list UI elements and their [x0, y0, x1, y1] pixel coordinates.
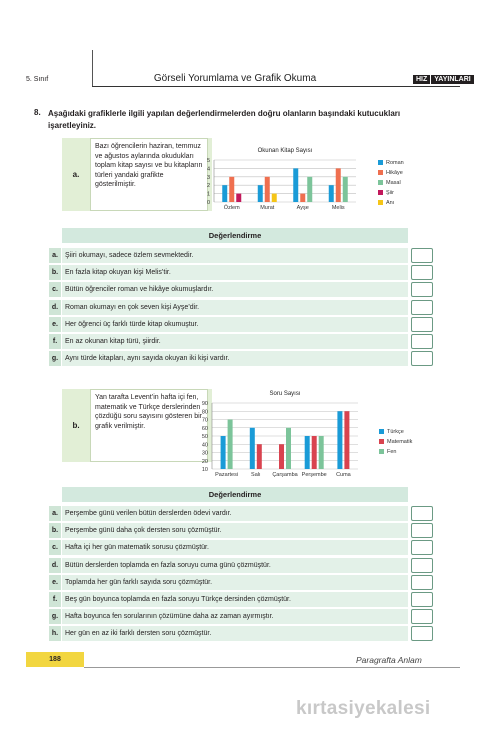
y-tick-label: 40	[201, 442, 208, 449]
bar-Türkçe	[337, 411, 342, 469]
bar-Hikâye	[229, 177, 234, 202]
part-a-statement-text: Her öğrenci üç farklı türde kitap okumuştur.	[62, 317, 408, 332]
y-tick-label: 10	[201, 467, 208, 473]
bar-Türkçe	[221, 436, 226, 469]
part-b-statement-row	[49, 506, 408, 521]
bar-Matematik	[312, 436, 317, 469]
bar-Matematik	[344, 411, 349, 469]
x-tick-label: Çarşamba	[272, 472, 298, 478]
part-b-statement-row	[49, 626, 408, 641]
legend-label: Şiir	[386, 190, 394, 196]
part-b-prompt	[62, 389, 212, 462]
legend-swatch	[379, 449, 384, 454]
part-b-statement-label: b.	[49, 523, 61, 538]
x-tick-label: Murat	[260, 205, 275, 211]
part-b-statement-row	[49, 540, 408, 555]
publisher-logo	[413, 73, 474, 85]
part-a-answer-checkbox[interactable]	[411, 317, 433, 332]
part-a-answer-checkbox[interactable]	[411, 300, 433, 315]
part-b-statement-text: Perşembe günü verilen bütün derslerden ödevi vardır.	[62, 506, 408, 521]
part-a-statement-text: Şiiri okumayı, sadece özlem sevmektedir.	[62, 248, 408, 263]
legend-label: Masal	[386, 180, 401, 186]
part-b-statement-label: h.	[49, 626, 61, 641]
part-b-answer-checkbox[interactable]	[411, 592, 433, 607]
bar-Roman	[293, 168, 298, 202]
legend-swatch	[378, 170, 383, 175]
part-b-answer-checkbox[interactable]	[411, 626, 433, 641]
part-b-answer-checkbox[interactable]	[411, 523, 433, 538]
part-b-statement-text: Hafta içi her gün matematik sorusu çözmüştür.	[62, 540, 408, 555]
legend-swatch	[378, 200, 383, 205]
y-tick-label: 60	[201, 425, 208, 432]
footer-rule	[84, 667, 460, 668]
bar-Fen	[319, 436, 324, 469]
x-tick-label: Özlem	[223, 205, 240, 211]
part-b-statement-row	[49, 558, 408, 573]
legend-label: Matematik	[387, 439, 413, 445]
part-a-statement-row	[49, 351, 408, 366]
y-tick-label: 50	[201, 434, 208, 440]
part-a-prompt-text: Bazı öğrencilerin haziran, temmuz ve ağustos aylarında okudukları toplam kitap sayısı ve bu kitapların türleri yandaki grafikte gösterilmiştir.	[90, 138, 208, 211]
part-b-statement-row	[49, 575, 408, 590]
legend-label: Roman	[386, 160, 404, 166]
part-b-statement-text: Perşembe günü daha çok dersten soru çözmüştür.	[62, 523, 408, 538]
part-a-statement-text: Aynı türde kitapları, aynı sayıda okuyan iki kişi vardır.	[62, 351, 408, 366]
legend-swatch	[379, 439, 384, 444]
part-a-answer-checkbox[interactable]	[411, 248, 433, 263]
part-b-statement-text: Hafta boyunca fen sorularının çözümüne daha az zaman ayırmıştır.	[62, 609, 408, 624]
legend-swatch	[379, 429, 384, 434]
question-number: 8.	[34, 108, 41, 117]
bar-Anı	[272, 194, 277, 202]
part-b-statement-label: d.	[49, 558, 61, 573]
bar-Şiir	[236, 194, 241, 202]
y-tick-label: 4	[206, 166, 210, 173]
y-tick-label: 20	[201, 458, 208, 465]
part-a-eval-heading: Değerlendirme	[62, 228, 408, 243]
part-b-statement-label: e.	[49, 575, 61, 590]
x-tick-label: Perşembe	[301, 472, 327, 478]
bar-Hikâye	[300, 194, 305, 202]
legend-label: Anı	[386, 200, 395, 206]
part-a-statement-label: b.	[49, 265, 61, 280]
part-a-statement-row	[49, 282, 408, 297]
part-a-statement-label: f.	[49, 334, 61, 349]
legend-label: Hikâye	[386, 170, 403, 176]
part-b-statement-label: a.	[49, 506, 61, 521]
part-a-statement-text: En az okunan kitap türü, şiirdir.	[62, 334, 408, 349]
y-tick-label: 2	[206, 183, 210, 190]
book-series: Paragrafta Anlam	[356, 655, 422, 665]
bar-Türkçe	[250, 428, 255, 469]
part-b-statement-text: Bütün derslerden toplamda en fazla soruyu cuma günü çözmüştür.	[62, 558, 408, 573]
y-tick-label: 1	[206, 191, 210, 198]
bar-Matematik	[279, 444, 284, 469]
part-a-statement-text: Roman okumayı en çok seven kişi Ayşe’dir.	[62, 300, 408, 315]
part-a-statement-row	[49, 265, 408, 280]
bar-Fen	[228, 420, 233, 470]
bar-Fen	[286, 428, 291, 469]
part-b-eval-heading: Değerlendirme	[62, 487, 408, 502]
bar-Roman	[222, 185, 227, 202]
part-b-answer-checkbox[interactable]	[411, 609, 433, 624]
part-a-statement-row	[49, 317, 408, 332]
part-a-statement-label: e.	[49, 317, 61, 332]
y-tick-label: 5	[206, 158, 210, 164]
part-a-statement-text: Bütün öğrenciler roman ve hikâye okumuşlardır.	[62, 282, 408, 297]
part-b-statement-label: f.	[49, 592, 61, 607]
bar-Masal	[307, 177, 312, 202]
y-tick-label: 0	[206, 200, 210, 206]
part-a-answer-checkbox[interactable]	[411, 334, 433, 349]
book-chart	[200, 136, 430, 225]
part-a-statement-label: d.	[49, 300, 61, 315]
part-a-statement-row	[49, 248, 408, 263]
part-a-statement-row	[49, 300, 408, 315]
page-number: 188	[26, 652, 84, 667]
part-a-letter: a.	[72, 170, 80, 179]
part-a-statement-label: c.	[49, 282, 61, 297]
part-a-answer-checkbox[interactable]	[411, 351, 433, 366]
part-b-statement-text: Her gün en az iki farklı dersten soru çözmüştür.	[62, 626, 408, 641]
part-a-answer-checkbox[interactable]	[411, 265, 433, 280]
part-b-statement-text: Beş gün boyunca toplamda en fazla soruyu Türkçe dersinden çözmüştür.	[62, 592, 408, 607]
watermark: kırtasiyekalesi	[296, 698, 431, 719]
part-b-statement-label: g.	[49, 609, 61, 624]
header-rule	[92, 86, 460, 87]
part-b-statement-row	[49, 523, 408, 538]
y-tick-label: 30	[201, 450, 208, 457]
question-chart-svg	[200, 385, 430, 481]
y-tick-label: 80	[201, 409, 208, 416]
part-a-prompt	[62, 138, 212, 211]
legend-label: Fen	[387, 449, 397, 455]
part-a-statement-label: a.	[49, 248, 61, 263]
page-title: Görseli Yorumlama ve Grafik Okuma	[153, 73, 317, 84]
logo-word: YAYINLARI	[431, 75, 473, 84]
part-a-answer-checkbox[interactable]	[411, 282, 433, 297]
part-b-statement-label: c.	[49, 540, 61, 555]
question-text: Aşağıdaki grafiklerle ilgili yapılan değerlendirmelerden doğru olanların başındaki kutucukları işaretleyiniz.	[48, 109, 401, 130]
legend-swatch	[378, 190, 383, 195]
logo-box: HIZ	[413, 75, 430, 84]
bar-Roman	[258, 185, 263, 202]
part-b-statement-row	[49, 592, 408, 607]
x-tick-label: Melis	[331, 205, 345, 211]
bar-Roman	[329, 185, 334, 202]
legend-label: Türkçe	[387, 429, 404, 435]
x-tick-label: Cuma	[336, 472, 351, 478]
part-a-statement-label: g.	[49, 351, 61, 366]
part-b-answer-checkbox[interactable]	[411, 558, 433, 573]
bar-Hikâye	[336, 168, 341, 202]
book-chart-svg	[200, 136, 430, 220]
part-b-statement-text: Toplamda her gün farklı sayıda soru çözmüştür.	[62, 575, 408, 590]
part-b-answer-checkbox[interactable]	[411, 540, 433, 555]
grade-label: 5. Sınıf	[26, 76, 49, 83]
x-tick-label: Salı	[251, 472, 261, 478]
y-tick-label: 3	[206, 174, 210, 181]
part-b-statement-row	[49, 609, 408, 624]
part-b-prompt-text: Yan tarafta Levent’in hafta içi fen, matematik ve Türkçe derslerinden çözdüğü soru sayısını gösteren bir grafik verilmiştir.	[90, 389, 208, 462]
y-tick-label: 90	[201, 401, 208, 407]
part-b-answer-checkbox[interactable]	[411, 506, 433, 521]
question-chart	[200, 385, 430, 486]
part-b-letter: b.	[72, 421, 80, 430]
bar-Masal	[343, 177, 348, 202]
legend-swatch	[378, 160, 383, 165]
part-a-statement-row	[49, 334, 408, 349]
y-tick-label: 70	[201, 417, 208, 424]
legend-swatch	[378, 180, 383, 185]
x-tick-label: Pazartesi	[215, 472, 239, 478]
chart-title: Soru Sayısı	[269, 391, 301, 397]
bar-Matematik	[257, 444, 262, 469]
bar-Türkçe	[305, 436, 310, 469]
chart-title: Okunan Kitap Sayısı	[257, 148, 313, 154]
x-tick-label: Ayşe	[296, 205, 309, 211]
part-a-statement-text: En fazla kitap okuyan kişi Melis’tir.	[62, 265, 408, 280]
part-b-answer-checkbox[interactable]	[411, 575, 433, 590]
bar-Hikâye	[265, 177, 270, 202]
